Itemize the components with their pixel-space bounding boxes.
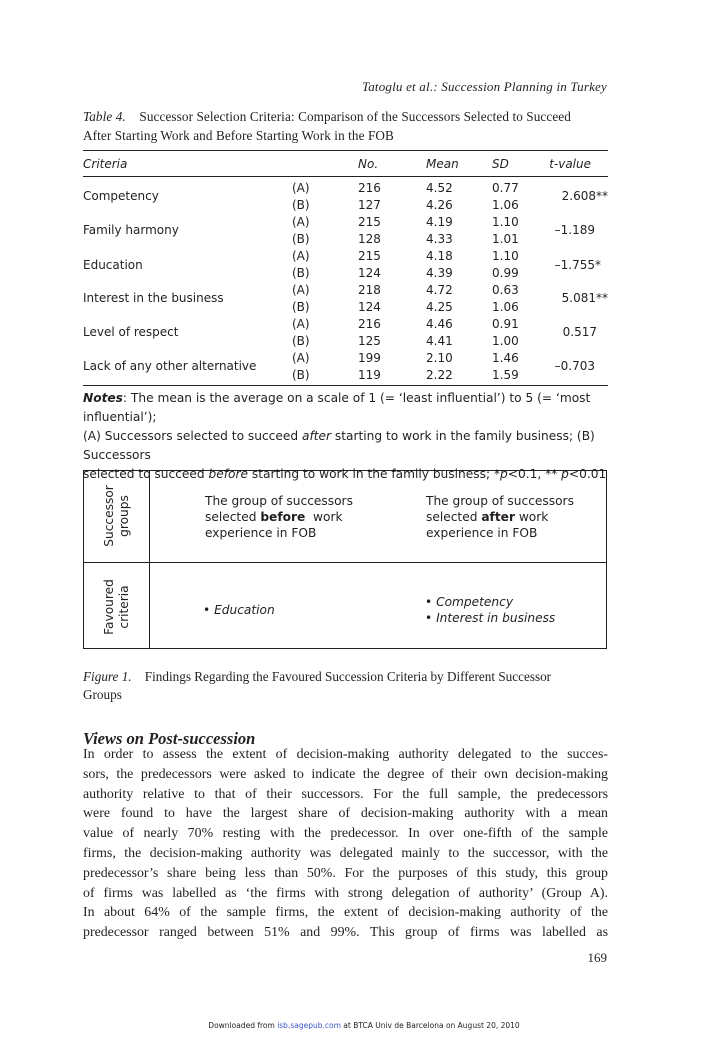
table-cell-no: 127 [358, 198, 381, 212]
table-cell-sd: 1.06 [492, 300, 519, 314]
before-criteria-list [203, 602, 275, 618]
figure-1-diagram [83, 470, 607, 649]
table-cell-sd: 0.77 [492, 181, 519, 195]
table-cell-sd: 1.59 [492, 368, 519, 382]
body-paragraph [83, 745, 608, 943]
label-line: Favoured [102, 579, 116, 635]
table-cell-mean: 4.41 [426, 334, 453, 348]
table-cell-no: 199 [358, 351, 381, 365]
table-cell-group: (B) [292, 334, 310, 348]
figure-caption [83, 668, 608, 704]
label-line: criteria [117, 585, 131, 629]
running-head: Tatoglu et al.: Succession Planning in Turkey [361, 79, 607, 94]
criteria-item: • Interest in business [425, 611, 556, 625]
header-t-value: t-value [549, 157, 591, 171]
table-row-criterion: Level of respect [83, 325, 179, 339]
before-group-description [205, 493, 353, 541]
text-span: work [514, 510, 549, 524]
table-cell-t-value: 0.517 [562, 325, 597, 339]
table-cell-t-value: –0.703 [554, 359, 595, 373]
table-cell-no: 125 [358, 334, 381, 348]
body-line: of firms was labelled as ‘the firms with strong delegation of authority’ (Group A). [83, 885, 608, 901]
table-cell-sd: 0.63 [492, 283, 519, 297]
table-cell-sd: 1.01 [492, 232, 519, 246]
table-cell-sd: 1.46 [492, 351, 519, 365]
table-cell-sd: 1.10 [492, 215, 519, 229]
table-cell-group: (B) [292, 368, 310, 382]
page-number: 169 [587, 950, 607, 965]
table-cell-group: (A) [292, 181, 310, 195]
notes-text: : The mean is the average on a scale of 1 (= ‘least influential’) to 5 (= ‘most influential’); [83, 391, 591, 424]
table-cell-group: (A) [292, 283, 310, 297]
criteria-item: • Competency [425, 595, 514, 609]
body-line: value of nearly 70% resting with the predecessor. In over one-fifth of the sample [83, 826, 608, 842]
table-cell-mean: 4.33 [426, 232, 453, 246]
table-title-line2: After Starting Work and Before Starting Work in the FOB [83, 128, 394, 143]
table-cell-group: (A) [292, 317, 310, 331]
table-cell-t-value: 2.608** [561, 189, 608, 203]
table-cell-group: (B) [292, 198, 310, 212]
notes-label: Notes [83, 391, 123, 405]
table-cell-t-value: –1.189 [554, 223, 595, 237]
table-cell-mean: 4.19 [426, 215, 453, 229]
figure-divider-vertical [149, 471, 150, 648]
text-bold: after [481, 510, 515, 524]
footer-text: at BTCA Univ de Barcelona on August 20, 2010 [340, 1021, 520, 1030]
body-line: predecessor ranged between 51% and 99%. This group of firms was labelled as [83, 925, 608, 941]
figure-label: Figure 1. [83, 669, 132, 684]
table-cell-no: 216 [358, 317, 381, 331]
table-cell-no: 215 [358, 215, 381, 229]
text-line: experience in FOB [205, 526, 317, 540]
header-criteria: Criteria [83, 157, 128, 171]
table-cell-mean: 4.39 [426, 266, 453, 280]
label-line: groups [117, 495, 131, 537]
body-line: authority relative to that of their successors. For the full sample, the predecessors [83, 786, 608, 802]
table-cell-mean: 4.72 [426, 283, 453, 297]
table-cell-sd: 0.99 [492, 266, 519, 280]
table-cell-mean: 4.46 [426, 317, 453, 331]
header-mean: Mean [426, 157, 459, 171]
text-span: selected [205, 510, 261, 524]
table-cell-sd: 1.00 [492, 334, 519, 348]
body-line: In order to assess the extent of decision-making authority delegated to the succes- [83, 747, 608, 762]
table-cell-group: (B) [292, 266, 310, 280]
body-line: predecessor’s share being less than 50%. For the purposes of this study, this group [83, 865, 608, 881]
body-line: firms, the decision-making authority was delegated mainly to the successor, with the [83, 845, 608, 861]
table-cell-group: (B) [292, 300, 310, 314]
label-line: Successor [102, 485, 116, 547]
notes-emphasis: after [301, 429, 332, 443]
notes-emphasis: before [208, 467, 249, 481]
table-header-rule [83, 176, 608, 177]
table-row-criterion: Competency [83, 189, 159, 203]
table-cell-mean: 2.10 [426, 351, 453, 365]
table-bottom-rule [83, 385, 608, 386]
notes-emphasis: p [500, 467, 508, 481]
header-no: No. [358, 157, 379, 171]
notes-text: selected to succeed [83, 467, 209, 481]
header-sd: SD [492, 157, 509, 171]
footer-text: Downloaded from [208, 1021, 278, 1030]
table-cell-mean: 4.25 [426, 300, 453, 314]
table-label: Table 4. [83, 109, 126, 124]
table-cell-no: 128 [358, 232, 381, 246]
section-heading: Views on Post-succession [83, 729, 256, 748]
text-line: The group of successors [205, 494, 353, 508]
notes-text: starting to work in the family business; * [248, 467, 501, 481]
table-row-criterion: Family harmony [83, 223, 179, 237]
table-cell-no: 124 [358, 266, 381, 280]
body-line: sors, the predecessors were asked to indicate the degree of their own decision-making [83, 766, 608, 782]
notes-text: (A) Successors selected to succeed [83, 429, 302, 443]
text-span: selected [426, 510, 482, 524]
table-cell-mean: 4.18 [426, 249, 453, 263]
figure-title-line2: Groups [83, 687, 122, 702]
after-group-description [426, 493, 574, 541]
table-caption [83, 107, 608, 145]
table-cell-mean: 2.22 [426, 368, 453, 382]
table-title-line1: Successor Selection Criteria: Comparison of the Successors Selected to Succeed [139, 109, 571, 124]
notes-text: <0.1, ** [507, 467, 562, 481]
table-cell-mean: 4.26 [426, 198, 453, 212]
table-cell-mean: 4.52 [426, 181, 453, 195]
table-top-rule [83, 150, 608, 151]
criteria-item: • Education [203, 603, 275, 617]
text-line: The group of successors [426, 494, 574, 508]
table-cell-group: (A) [292, 249, 310, 263]
table-cell-no: 215 [358, 249, 381, 263]
figure-title-line1: Findings Regarding the Favoured Succession Criteria by Different Successor [144, 669, 552, 684]
notes-text: starting to work in the family business; (B) Successors [83, 429, 595, 462]
table-cell-no: 216 [358, 181, 381, 195]
table-cell-no: 124 [358, 300, 381, 314]
table-cell-no: 218 [358, 283, 381, 297]
table-cell-group: (B) [292, 232, 310, 246]
table-cell-group: (A) [292, 215, 310, 229]
table-cell-sd: 1.06 [492, 198, 519, 212]
table-cell-group: (A) [292, 351, 310, 365]
footer-link[interactable]: isb.sagepub.com [277, 1021, 341, 1030]
table-cell-sd: 0.91 [492, 317, 519, 331]
notes-emphasis: p [561, 467, 569, 481]
table-cell-no: 119 [358, 368, 381, 382]
text-line: experience in FOB [426, 526, 538, 540]
body-line: were found to have the largest share of decision-making authority with a mean [83, 806, 608, 822]
table-cell-sd: 1.10 [492, 249, 519, 263]
table-row-criterion: Education [83, 258, 143, 272]
text-bold: before [260, 510, 306, 524]
notes-text: <0.01 [568, 467, 607, 481]
table-row-criterion: Lack of any other alternative [83, 359, 257, 373]
after-criteria-list [425, 594, 555, 626]
table-cell-t-value: 5.081** [561, 291, 608, 305]
table-row-criterion: Interest in the business [83, 291, 224, 305]
body-line: In about 64% of the sample firms, the extent of decision-making authority of the [83, 905, 608, 921]
successor-groups-label [102, 471, 132, 561]
figure-divider-horizontal [84, 562, 606, 563]
text-span: work [305, 510, 343, 524]
table-cell-t-value: –1.755* [554, 258, 601, 272]
favoured-criteria-label [102, 562, 132, 652]
download-footer [0, 1021, 728, 1030]
